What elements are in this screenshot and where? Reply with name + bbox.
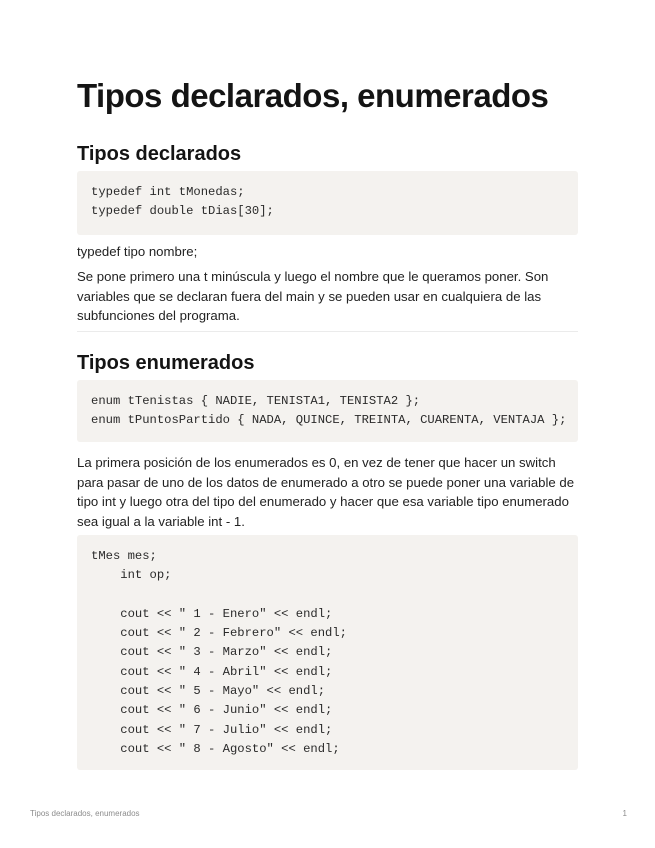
paragraph-tipos-declarados: Se pone primero una t minúscula y luego el nombre que le queramos poner. Son variables que se declaran fuera del main y se pueden usar en cualquiera de las subfunciones del programa. [77,269,549,323]
code-line: cout << " 5 - Mayo" << endl; [91,684,326,699]
code-line: typedef int tMonedas; [91,185,245,199]
code-block-enum [77,380,578,442]
section-heading-tipos-declarados: Tipos declarados [77,143,242,165]
section-divider [77,331,578,332]
code-block-typedef [77,171,578,235]
code-line: int op; [91,568,172,583]
code-line [91,586,578,605]
paragraph-tipos-enumerados: La primera posición de los enumerados es 0, en vez de tener que hacer un switch para pasar de uno de los datos de enumerado a otro se puede poner una variable de tipo int y luego otra del tipo del enumerado y hacer que esa variable tipo enumerado sea igual a la variable int - 1. [77,455,575,529]
code-line: cout << " 8 - Agosto" << endl; [91,741,340,756]
code-line: cout << " 1 - Enero" << endl; [91,606,333,621]
syntax-line: typedef tipo nombre; [77,244,198,259]
footer-page-number: 1 [622,809,627,818]
footer-title: Tipos declarados, enumerados [30,809,140,818]
page-title: Tipos declarados, enumerados [77,77,549,114]
section-heading-tipos-enumerados: Tipos enumerados [77,352,255,374]
code-line: cout << " 4 - Abril" << endl; [91,664,333,679]
code-line: tMes mes; [91,549,157,563]
code-line: cout << " 7 - Julio" << endl; [91,722,333,737]
code-line: typedef double tDias[30]; [91,204,274,219]
code-line: enum tTenistas { NADIE, TENISTA1, TENISTA2 }; [91,394,421,408]
code-line: cout << " 6 - Junio" << endl; [91,703,333,718]
code-line: cout << " 3 - Marzo" << endl; [91,645,333,660]
code-block-menu [77,535,578,770]
code-line: enum tPuntosPartido { NADA, QUINCE, TREINTA, CUARENTA, VENTAJA }; [91,413,567,428]
code-line: cout << " 2 - Febrero" << endl; [91,626,347,641]
